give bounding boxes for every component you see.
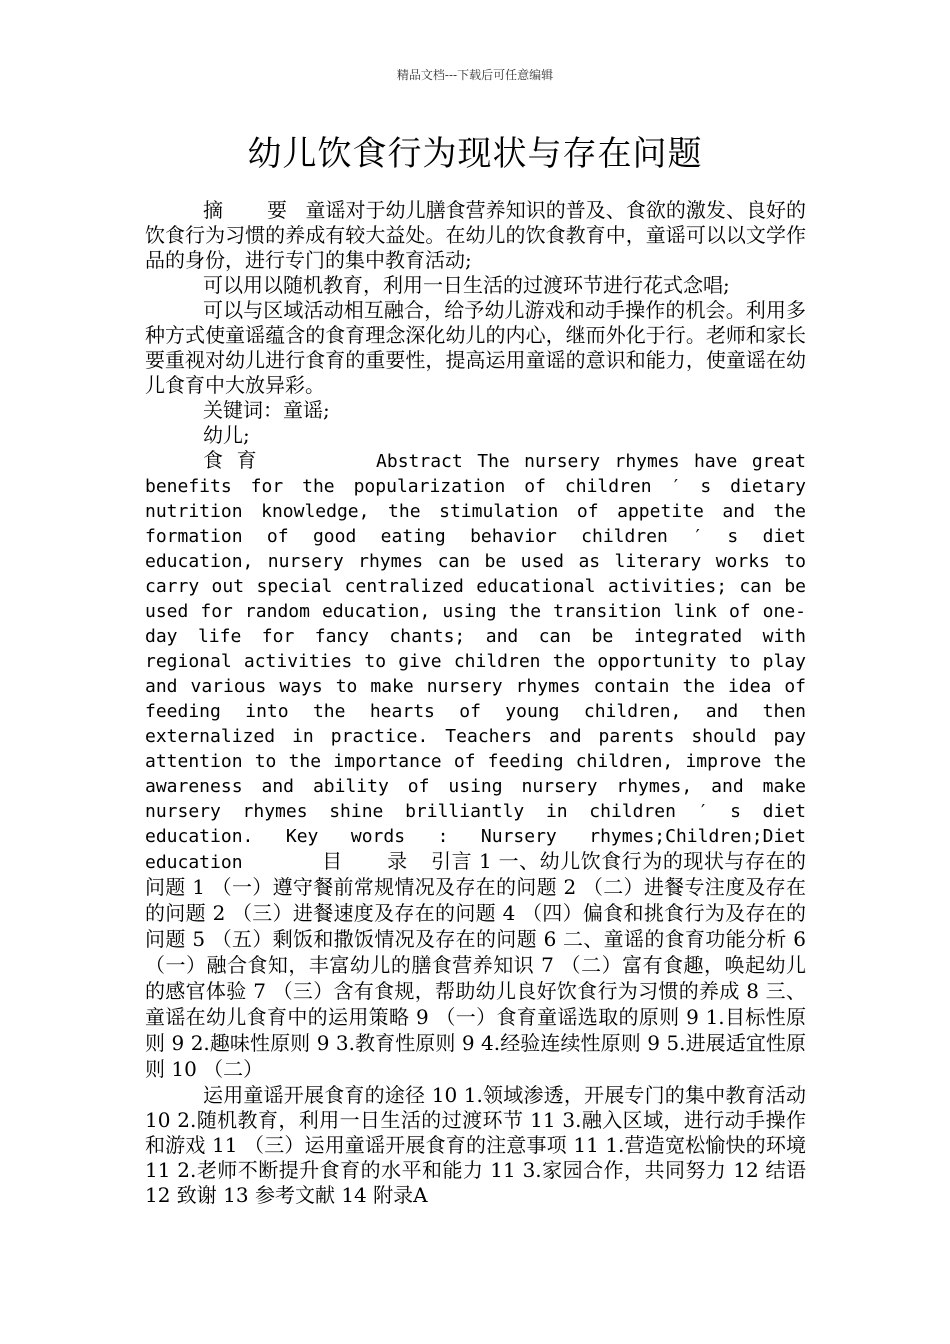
document-body <box>145 198 806 1208</box>
header-note: 精品文档---下载后可任意编辑 <box>396 68 554 82</box>
keywords-line-3: 食 育 <box>203 448 261 472</box>
keywords-line: 关键词：童谣; <box>203 398 330 422</box>
english-abstract-text: Abstract The nursery rhymes have great benefits for the popularization of children ′ s dietary nutrition knowledge, the stimulation of appetite and the formation of good eating behavior children ′ s diet education, nursery rhymes can be used as literary works to carry out special centralized educational activities; can be used for random education, using the transition link of one-day life for fancy chants; and can be integrated with regional activities to give children the opportunity to play and various ways to make nursery rhymes contain the idea of feeding into the hearts of young children, and then externalized in practice. Teachers and parents should pay attention to the importance of feeding children, improve the awareness and ability of using nursery rhymes, and make nursery rhymes shine brilliantly in children ′ s diet education. Key words : Nursery rhymes;Children;Diet education <box>145 451 806 873</box>
toc-part-1: 引言 1 一、幼儿饮食行为的现状与存在的问题 1 （一）遵守餐前常规情况及存在的问题 2 （二）进餐专注度及存在的问题 2 （三）进餐速度及存在的问题 4 （四）偏食和挑食行为及存在的问题 5 （五）剩饭和撒饭情况及存在的问题 6 二、童谣的食育功能分析 6 （一）融合食知，丰富幼儿的膳食营养知识 7 （二）富有食趣，唤起幼儿的感官体验 7 （三）含有食规，帮助幼儿良好饮食行为习惯的养成 8 三、童谣在幼儿食育中的运用策略 9 （一）食育童谣选取的原则 9 1.目标性原则 9 2.趣味性原则 9 3.教育性原则 9 4.经验连续性原则 9 5.进展适宜性原则 10 （二） <box>145 849 807 1081</box>
abstract-paragraph-1 <box>145 198 806 273</box>
toc-part-2: 运用童谣开展食育的途径 10 1.领域渗透，开展专门的集中教育活动 10 2.随机教育，利用一日生活的过渡环节 11 3.融入区域，进行动手操作和游戏 11 （三）运用童谣开展食育的注意事项 11 1.营造宽松愉快的环境 11 2.老师不断提升食育的水平和能力 11 3.家园合作，共同努力 12 结语 12 致谢 13 参考文献 14 附录A <box>145 1083 806 1207</box>
keywords-line-2: 幼儿; <box>203 423 250 447</box>
abstract-paragraph-3: 可以与区域活动相互融合，给予幼儿游戏和动手操作的机会。利用多种方式使童谣蕴含的食育理念深化幼儿的内心，继而外化于行。老师和家长要重视对幼儿进行食育的重要性，提高运用童谣的意识和能力，使童谣在幼儿食育中大放异彩。 <box>145 298 806 397</box>
abstract-paragraph-2: 可以用以随机教育，利用一日生活的过渡环节进行花式念唱; <box>203 273 730 297</box>
toc-label: 目 录 <box>322 849 420 873</box>
abstract-text-1: 童谣对于幼儿膳食营养知识的普及、食欲的激发、良好的饮食行为习惯的养成有较大益处。在幼儿的饮食教育中，童谣可以以文学作品的身份，进行专门的集中教育活动; <box>145 198 807 272</box>
abstract-label: 摘 要 <box>203 198 300 222</box>
english-abstract <box>145 448 806 1083</box>
document-title: 幼儿饮食行为现状与存在问题 <box>247 134 703 174</box>
